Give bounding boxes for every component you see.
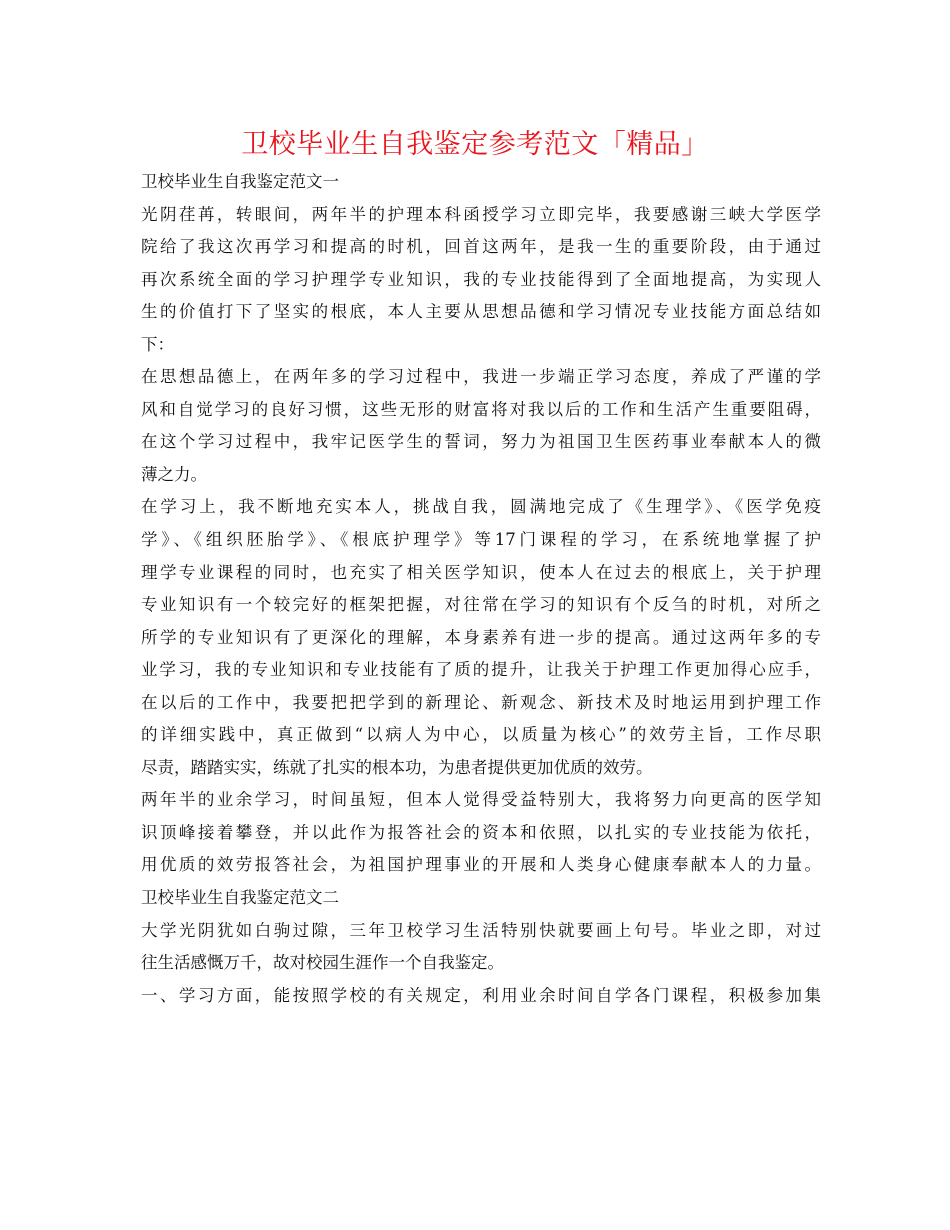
text-line: 识顶峰接着攀登，并以此作为报答社会的资本和依照，以扎实的专业技能为依托，: [141, 822, 821, 842]
text-line: 生的价值打下了坚实的根底，本人主要从思想品德和学习情况专业技能方面总结如: [141, 302, 821, 322]
text-line: 在这个学习过程中，我牢记医学生的誓词，努力为祖国卫生医药事业奉献本人的微: [141, 432, 821, 452]
text-line: 在以后的工作中，我要把把学到的新理论、新观念、新技术及时地运用到护理工作: [141, 692, 821, 712]
text-line: 专业知识有一个较完好的框架把握，对往常在学习的知识有个反刍的时机，对所之: [141, 595, 821, 615]
text-line: 大学光阴犹如白驹过隙，三年卫校学习生活特别快就要画上句号。毕业之即，对过: [141, 920, 821, 940]
text-line: 理学专业课程的同时，也充实了相关医学知识，使本人在过去的根底上，关于护理: [141, 562, 821, 582]
text-line: 一、学习方面，能按照学校的有关规定，利用业余时间自学各门课程，积极参加集: [141, 985, 821, 1005]
text-line: 往生活感慨万千，故对校园生涯作一个自我鉴定。: [141, 953, 504, 973]
text-line: 用优质的效劳报答社会，为祖国护理事业的开展和人类身心健康奉献本人的力量。: [141, 855, 821, 875]
text-line: 卫校毕业生自我鉴定范文一: [141, 172, 339, 191]
text-line: 所学的专业知识有了更深化的理解，本身素养有进一步的提高。通过这两年多的专: [141, 627, 821, 647]
text-line: 两年半的业余学习，时间虽短，但本人觉得受益特别大，我将努力向更高的医学知: [141, 790, 821, 810]
text-line: 尽责，踏踏实实，练就了扎实的根本功，为患者提供更加优质的效劳。: [141, 757, 653, 777]
text-line: 在学习上，我不断地充实本人，挑战自我，圆满地完成了《生理学》、《医学免疫: [141, 497, 821, 517]
text-line: 院给了我这次再学习和提高的时机，回首这两年，是我一生的重要阶段，由于通过: [141, 237, 821, 257]
text-line: 再次系统全面的学习护理学专业知识，我的专业技能得到了全面地提高，为实现人: [141, 269, 821, 289]
text-line: 光阴荏苒，转眼间，两年半的护理本科函授学习立即完毕，我要感谢三峡大学医学: [141, 204, 821, 224]
text-line: 薄之力。: [141, 464, 207, 484]
document-title: 卫校毕业生自我鉴定参考范文「精品」: [241, 129, 709, 160]
text-line: 风和自觉学习的良好习惯，这些无形的财富将对我以后的工作和生活产生重要阻碍，: [141, 399, 821, 419]
text-line: 在思想品德上，在两年多的学习过程中，我进一步端正学习态度，养成了严谨的学: [141, 367, 821, 387]
text-line: 的详细实践中，真正做到“以病人为中心，以质量为核心”的效劳主旨，工作尽职: [141, 725, 821, 745]
text-line: 业学习，我的专业知识和专业技能有了质的提升，让我关于护理工作更加得心应手，: [141, 660, 821, 680]
document-body: [141, 166, 821, 1012]
text-line: 卫校毕业生自我鉴定范文二: [141, 888, 339, 908]
text-line: 下：: [141, 334, 174, 354]
text-line: 学》、《组织胚胎学》、《根底护理学》等17门课程的学习，在系统地掌握了护: [141, 530, 821, 550]
